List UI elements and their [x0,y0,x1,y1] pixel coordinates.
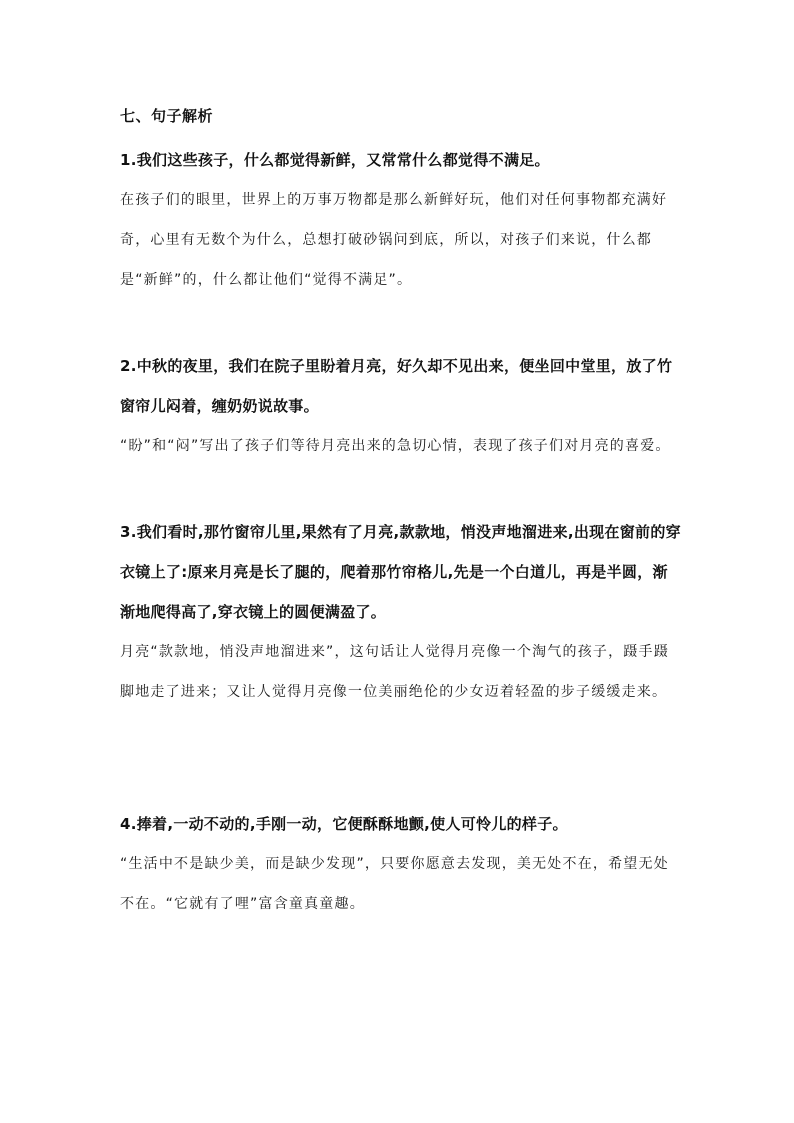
explanation-1: 在孩子们的眼里，世界上的万事万物都是那么新鲜好玩，他们对任何事物都充满好奇，心里有无数个为什么，总想打破砂锅问到底，所以，对孩子们来说，什么都是“新鲜”的，什么都让他们“觉得不满足”。 [120,192,668,288]
analysis-item-2 [120,346,682,466]
sentence-2: 2.中秋的夜里，我们在院子里盼着月亮，好久却不见出来，便坐回中堂里，放了竹窗帘儿闷着，缠奶奶说故事。 [120,357,673,415]
analysis-item-1 [120,140,682,300]
analysis-item-4 [120,804,682,924]
explanation-4: “生活中不是缺少美，而是缺少发现”，只要你愿意去发现，美无处不在，希望无处不在。“它就有了哩”富含童真童趣。 [120,856,669,912]
explanation-2: “盼”和“闷”写出了孩子们等待月亮出来的急切心情，表现了孩子们对月亮的喜爱。 [120,438,671,454]
sentence-3: 3.我们看时,那竹窗帘儿里,果然有了月亮,款款地，悄没声地溜进来,出现在窗前的穿衣镜上了:原来月亮是长了腿的，爬着那竹帘格儿,先是一个白道儿，再是半圆，渐渐地爬得高了,穿衣镜上的圆便满盈了。 [120,523,681,621]
sentence-1: 1.我们这些孩子，什么都觉得新鲜，又常常什么都觉得不满足。 [120,151,550,169]
explanation-3: 月亮“款款地，悄没声地溜进来”，这句话让人觉得月亮像一个淘气的孩子，蹑手蹑脚地走了进来；又让人觉得月亮像一位美丽绝伦的少女迈着轻盈的步子缓缓走来。 [120,644,669,700]
sentence-4: 4.捧着,一动不动的,手刚一动，它便酥酥地颤,使人可怜儿的样子。 [120,815,568,833]
analysis-item-3 [120,512,682,712]
section-title: 七、句子解析 [120,107,214,125]
